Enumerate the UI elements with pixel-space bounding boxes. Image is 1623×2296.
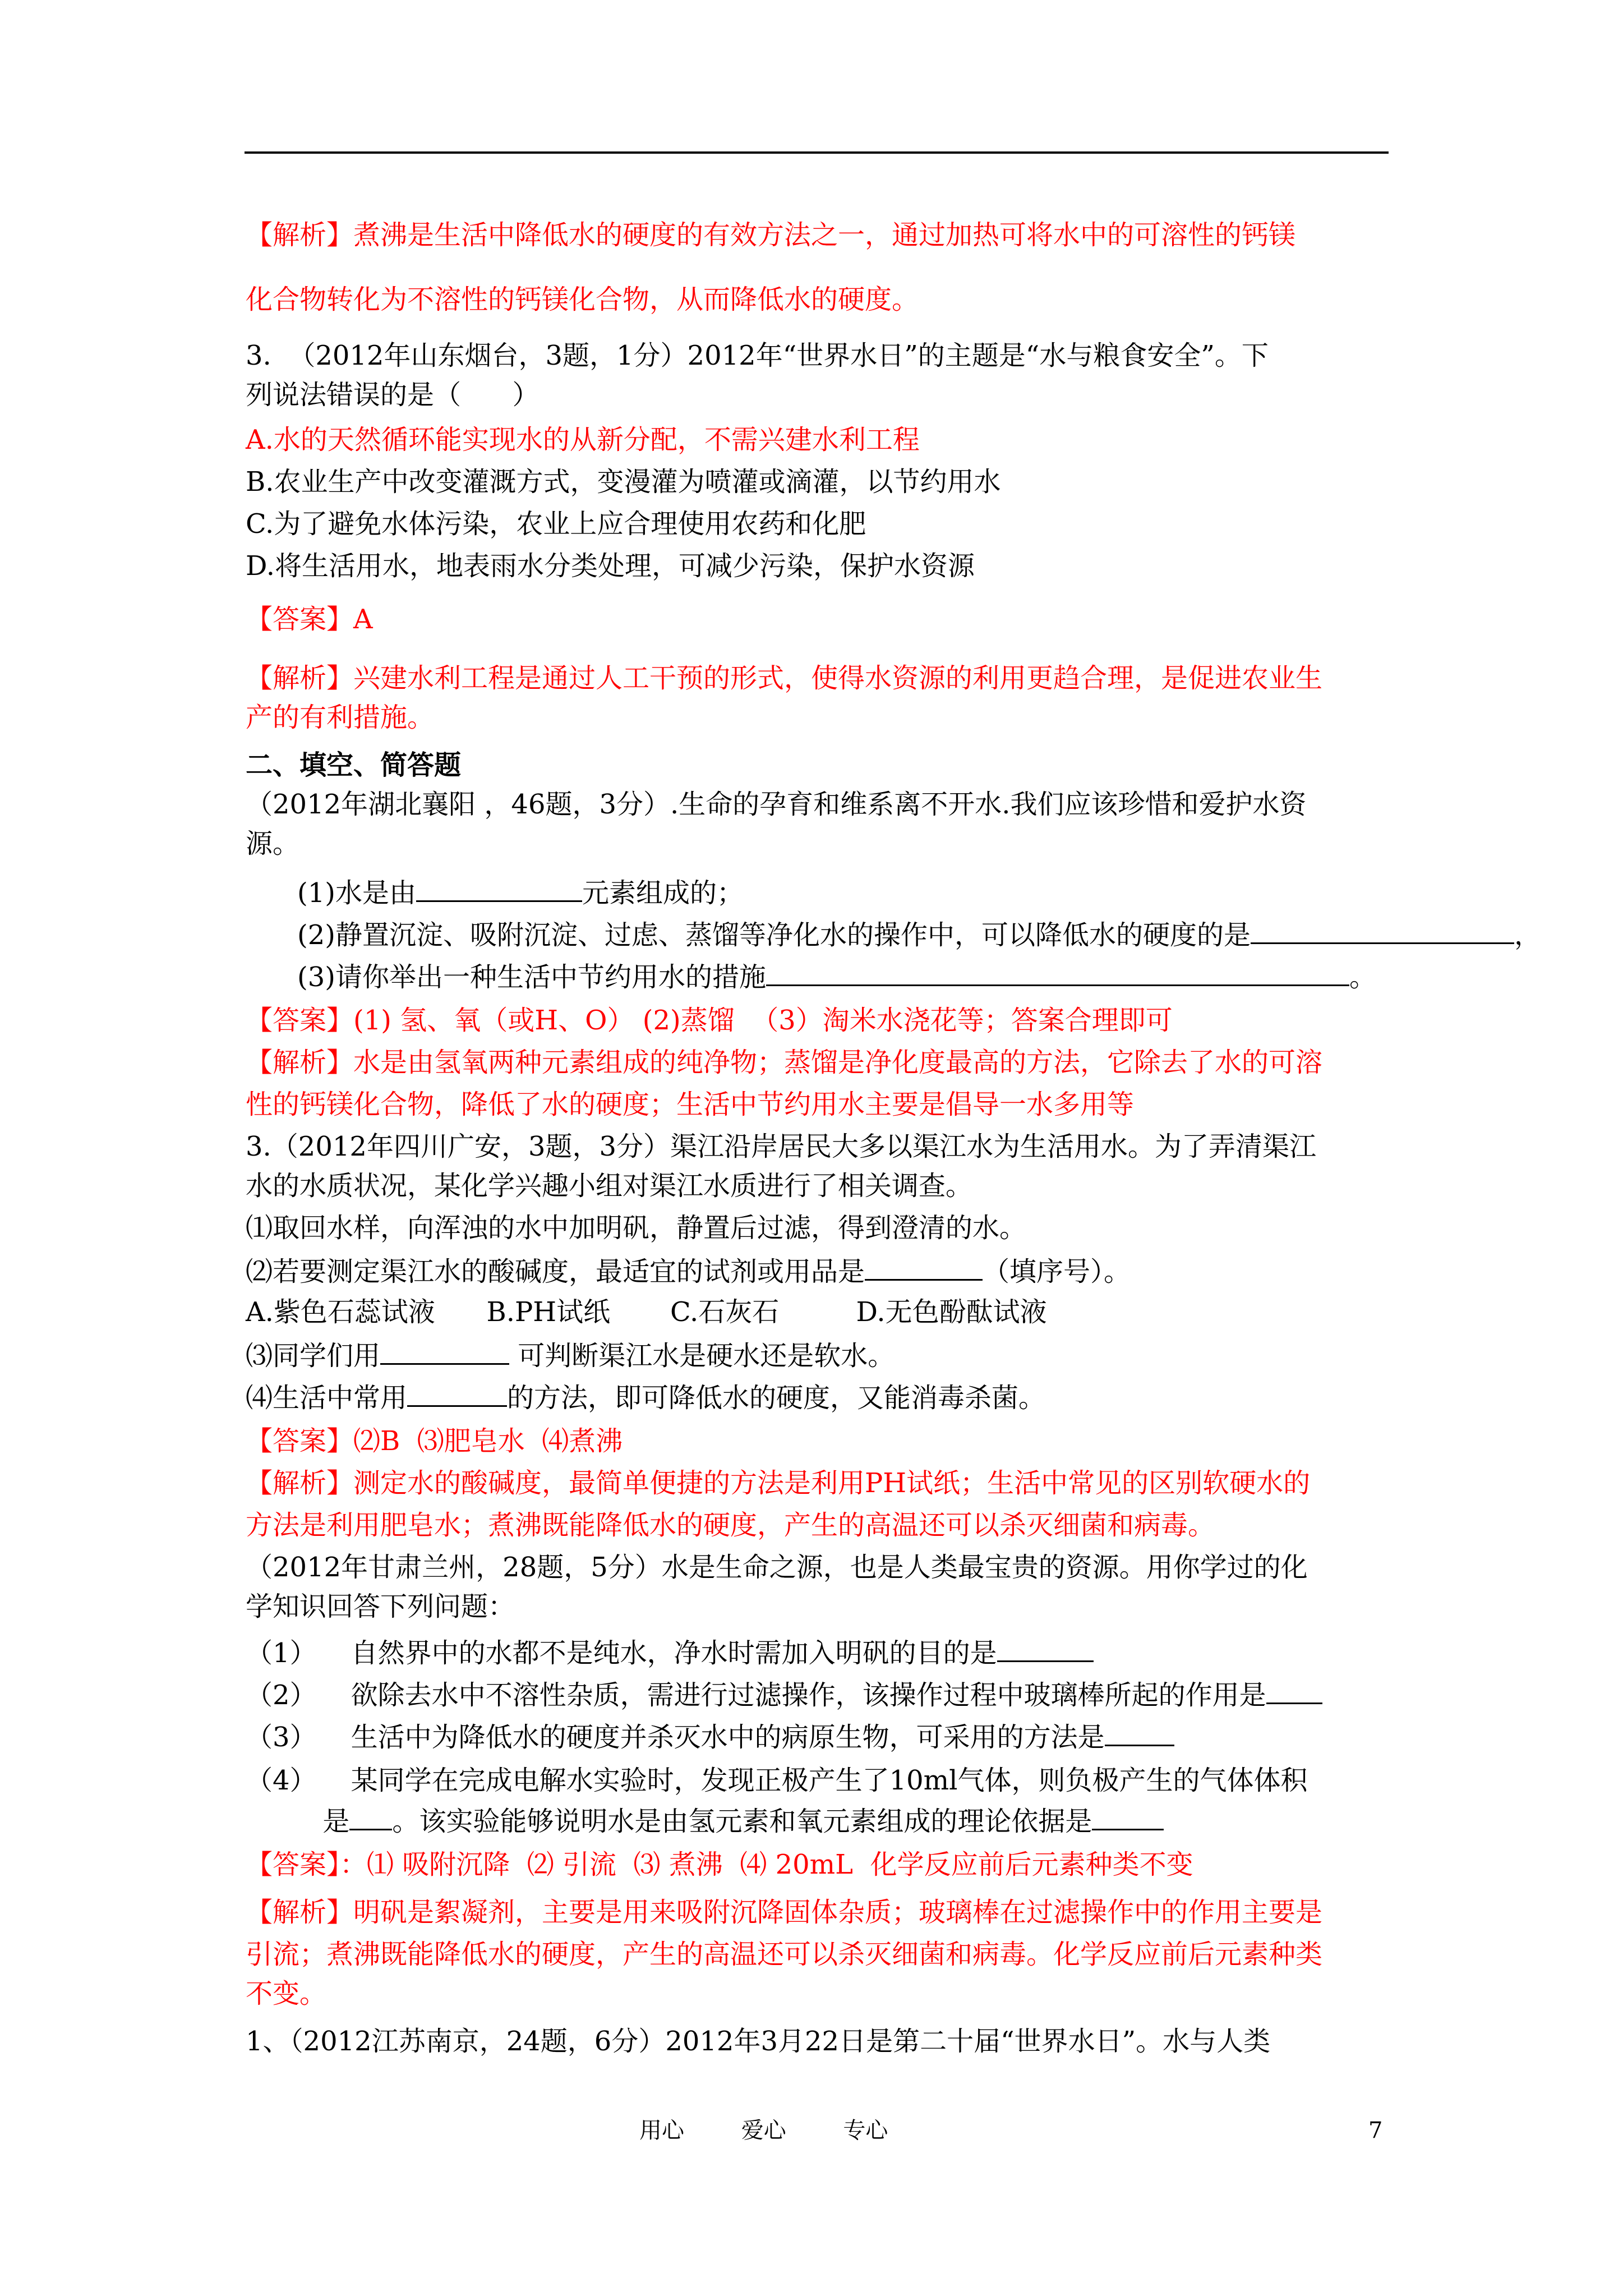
line: （1） 自然界中的水都不是纯水，净水时需加入明矾的目的是 bbox=[246, 1638, 1094, 1667]
line: 源。 bbox=[246, 828, 300, 859]
line: （2012年甘肃兰州，28题，5分）水是生命之源，也是人类最宝贵的资源。用你学过的化 bbox=[246, 1552, 1308, 1583]
answer-blank[interactable] bbox=[1105, 1722, 1174, 1746]
line: 水的水质状况，某化学兴趣小组对渠江水质进行了相关调查。 bbox=[246, 1170, 973, 1202]
line: 性的钙镁化合物，降低了水的硬度；生活中节约用水主要是倡导一水多用等 bbox=[246, 1089, 1135, 1120]
line: ⑷生活中常用 的方法，即可降低水的硬度，又能消毒杀菌。 bbox=[246, 1382, 1046, 1414]
answer-blank[interactable] bbox=[380, 1341, 509, 1365]
line: A.水的天然循环能实现水的从新分配，不需兴建水利工程 bbox=[246, 424, 920, 455]
answer-blank[interactable] bbox=[997, 1638, 1094, 1662]
line: 【答案】(1) 氢、氧（或H、O） (2)蒸馏 （3）淘米水浇花等；答案合理即可 bbox=[246, 1005, 1173, 1036]
line: （4） 某同学在完成电解水实验时，发现正极产生了10ml气体，则负极产生的气体体积 bbox=[246, 1765, 1308, 1796]
answer-blank[interactable] bbox=[1092, 1806, 1164, 1830]
answer-blank[interactable] bbox=[1251, 920, 1514, 944]
line: 1、（2012江苏南京，24题，6分）2012年3月22日是第二十届“世界水日”。水与人类 bbox=[246, 2026, 1271, 2057]
line: ⑴取回水样，向浑浊的水中加明矾，静置后过滤，得到澄清的水。 bbox=[246, 1212, 1027, 1244]
line: 3. （2012年山东烟台，3题，1分）2012年“世界水日”的主题是“水与粮食安全”。下 bbox=[246, 340, 1269, 371]
line: 【答案】A bbox=[246, 604, 373, 635]
line: 【答案】：⑴ 吸附沉降 ⑵ 引流 ⑶ 煮沸 ⑷ 20mL 化学反应前后元素种类不变 bbox=[246, 1849, 1193, 1880]
line: 【解析】测定水的酸碱度，最简单便捷的方法是利用PH试纸；生活中常见的区别软硬水的 bbox=[246, 1467, 1311, 1499]
answer-blank[interactable] bbox=[407, 1383, 507, 1407]
line: (1)水是由 元素组成的； bbox=[297, 877, 744, 909]
line: 【答案】⑵B ⑶肥皂水 ⑷煮沸 bbox=[246, 1425, 623, 1457]
line: 是 。该实验能够说明水是由氢元素和氧元素组成的理论依据是 bbox=[246, 1806, 1164, 1835]
line: (2)静置沉淀、吸附沉淀、过虑、蒸馏等净化水的操作中，可以降低水的硬度的是 ， bbox=[297, 919, 1542, 951]
answer-blank[interactable] bbox=[416, 878, 582, 902]
line: 学知识回答下列问题： bbox=[246, 1591, 515, 1622]
line: ⑶同学们用 可判断渠江水是硬水还是软水。 bbox=[246, 1340, 895, 1372]
line: 方法是利用肥皂水；煮沸既能降低水的硬度，产生的高温还可以杀灭细菌和病毒。 bbox=[246, 1510, 1215, 1541]
line: （2012年湖北襄阳 ，46题，3分）.生命的孕育和维系离不开水.我们应该珍惜和爱护水资 bbox=[246, 789, 1307, 820]
line: C.为了避免水体污染，农业上应合理使用农药和化肥 bbox=[246, 508, 866, 540]
line: 产的有利措施。 bbox=[246, 702, 435, 733]
footer-motto: 用心 爱心 专心 bbox=[639, 2118, 888, 2143]
line: B.农业生产中改变灌溉方式，变漫灌为喷灌或滴灌，以节约用水 bbox=[246, 466, 1001, 498]
line: 【解析】水是由氢氧两种元素组成的纯净物；蒸馏是净化度最高的方法，它除去了水的可溶 bbox=[246, 1047, 1323, 1078]
line: （3） 生活中为降低水的硬度并杀灭水中的病原生物，可采用的方法是 bbox=[246, 1722, 1174, 1751]
line: A.紫色石蕊试液 B.PH试纸 C.石灰石 D.无色酚酞试液 bbox=[246, 1296, 1047, 1328]
line: 列说法错误的是（ ） bbox=[246, 379, 540, 411]
answer-blank[interactable] bbox=[865, 1257, 983, 1281]
page-number: 7 bbox=[1368, 2118, 1383, 2143]
line: 【解析】兴建水利工程是通过人工干预的形式，使得水资源的利用更趋合理，是促进农业生 bbox=[246, 662, 1323, 694]
line: 引流；煮沸既能降低水的硬度，产生的高温还可以杀灭细菌和病毒。化学反应前后元素种类 bbox=[246, 1939, 1323, 1970]
answer-blank[interactable] bbox=[766, 962, 1349, 986]
header-rule bbox=[245, 151, 1389, 154]
line: （2） 欲除去水中不溶性杂质，需进行过滤操作，该操作过程中玻璃棒所起的作用是 bbox=[246, 1680, 1322, 1709]
answer-blank[interactable] bbox=[1266, 1680, 1322, 1704]
line: 化合物转化为不溶性的钙镁化合物，从而降低水的硬度。 bbox=[246, 284, 919, 315]
line: 【解析】煮沸是生活中降低水的硬度的有效方法之一，通过加热可将水中的可溶性的钙镁 bbox=[246, 219, 1296, 251]
line: 【解析】明矾是絮凝剂，主要是用来吸附沉降固体杂质；玻璃棒在过滤操作中的作用主要是 bbox=[246, 1897, 1323, 1928]
line: ⑵若要测定渠江水的酸碱度，最适宜的试剂或用品是 （填序号）。 bbox=[246, 1256, 1131, 1287]
answer-blank[interactable] bbox=[349, 1806, 392, 1830]
line: (3)请你举出一种生活中节约用水的措施 。 bbox=[297, 961, 1377, 993]
line: 3.（2012年四川广安，3题，3分）渠江沿岸居民大多以渠江水为生活用水。为了弄清渠江 bbox=[246, 1131, 1317, 1162]
section-heading: 二、填空、简答题 bbox=[246, 749, 462, 781]
line: D.将生活用水，地表雨水分类处理，可减少污染，保护水资源 bbox=[246, 550, 975, 582]
line: 不变。 bbox=[246, 1978, 327, 2009]
